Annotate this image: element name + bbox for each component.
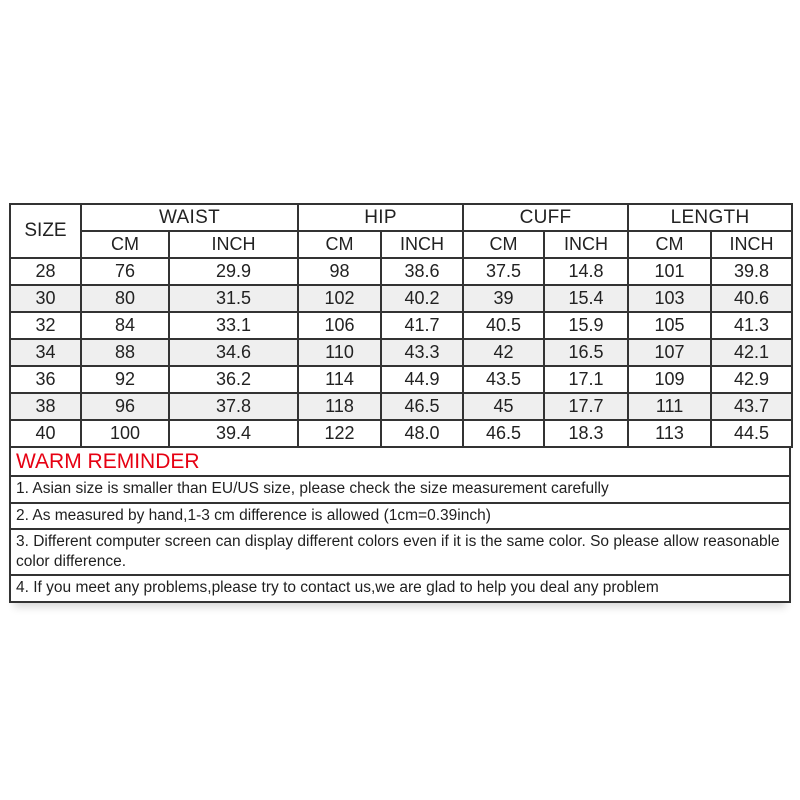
table-cell: 44.5 bbox=[711, 420, 792, 447]
table-cell: 38.6 bbox=[381, 258, 463, 285]
table-cell: 98 bbox=[298, 258, 381, 285]
size-cell: 40 bbox=[10, 420, 81, 447]
table-cell: 122 bbox=[298, 420, 381, 447]
table-cell: 40.5 bbox=[463, 312, 544, 339]
table-cell: 109 bbox=[628, 366, 711, 393]
table-cell: 88 bbox=[81, 339, 169, 366]
unit-header-waist-inch: INCH bbox=[169, 231, 298, 258]
table-cell: 39 bbox=[463, 285, 544, 312]
table-cell: 45 bbox=[463, 393, 544, 420]
unit-header-waist-cm: CM bbox=[81, 231, 169, 258]
column-group-cuff: CUFF bbox=[463, 204, 628, 231]
table-cell: 31.5 bbox=[169, 285, 298, 312]
table-cell: 42 bbox=[463, 339, 544, 366]
table-row bbox=[10, 285, 792, 312]
table-cell: 100 bbox=[81, 420, 169, 447]
table-row bbox=[10, 393, 792, 420]
table-cell: 102 bbox=[298, 285, 381, 312]
table-cell: 43.7 bbox=[711, 393, 792, 420]
table-cell: 39.8 bbox=[711, 258, 792, 285]
table-cell: 43.3 bbox=[381, 339, 463, 366]
size-cell: 38 bbox=[10, 393, 81, 420]
table-row bbox=[10, 339, 792, 366]
table-cell: 101 bbox=[628, 258, 711, 285]
reminder-note-1: 1. Asian size is smaller than EU/US size, please check the size measurement carefully bbox=[9, 475, 791, 504]
table-cell: 42.9 bbox=[711, 366, 792, 393]
table-cell: 33.1 bbox=[169, 312, 298, 339]
table-cell: 14.8 bbox=[544, 258, 628, 285]
unit-header-length-cm: CM bbox=[628, 231, 711, 258]
table-cell: 103 bbox=[628, 285, 711, 312]
unit-header-cuff-inch: INCH bbox=[544, 231, 628, 258]
table-cell: 96 bbox=[81, 393, 169, 420]
size-chart-body bbox=[10, 258, 792, 447]
table-cell: 41.3 bbox=[711, 312, 792, 339]
table-cell: 80 bbox=[81, 285, 169, 312]
table-row bbox=[10, 420, 792, 447]
table-cell: 43.5 bbox=[463, 366, 544, 393]
table-cell: 46.5 bbox=[381, 393, 463, 420]
table-row bbox=[10, 312, 792, 339]
table-cell: 29.9 bbox=[169, 258, 298, 285]
table-row bbox=[10, 258, 792, 285]
table-cell: 15.9 bbox=[544, 312, 628, 339]
unit-header-hip-inch: INCH bbox=[381, 231, 463, 258]
warm-reminder-title: WARM REMINDER bbox=[9, 446, 791, 477]
size-chart-panel bbox=[9, 203, 791, 603]
table-cell: 42.1 bbox=[711, 339, 792, 366]
table-cell: 110 bbox=[298, 339, 381, 366]
table-cell: 36.2 bbox=[169, 366, 298, 393]
reminder-note-2: 2. As measured by hand,1-3 cm difference is allowed (1cm=0.39inch) bbox=[9, 502, 791, 531]
column-group-length: LENGTH bbox=[628, 204, 792, 231]
unit-header-row bbox=[10, 231, 792, 258]
table-cell: 37.8 bbox=[169, 393, 298, 420]
table-cell: 39.4 bbox=[169, 420, 298, 447]
table-cell: 105 bbox=[628, 312, 711, 339]
group-header-row bbox=[10, 204, 792, 231]
table-cell: 37.5 bbox=[463, 258, 544, 285]
size-cell: 32 bbox=[10, 312, 81, 339]
table-cell: 76 bbox=[81, 258, 169, 285]
table-cell: 17.1 bbox=[544, 366, 628, 393]
size-cell: 28 bbox=[10, 258, 81, 285]
table-cell: 106 bbox=[298, 312, 381, 339]
table-cell: 118 bbox=[298, 393, 381, 420]
table-cell: 114 bbox=[298, 366, 381, 393]
table-cell: 18.3 bbox=[544, 420, 628, 447]
size-cell: 34 bbox=[10, 339, 81, 366]
table-cell: 41.7 bbox=[381, 312, 463, 339]
column-group-waist: WAIST bbox=[81, 204, 298, 231]
table-cell: 34.6 bbox=[169, 339, 298, 366]
table-cell: 113 bbox=[628, 420, 711, 447]
unit-header-hip-cm: CM bbox=[298, 231, 381, 258]
table-cell: 15.4 bbox=[544, 285, 628, 312]
unit-header-cuff-cm: CM bbox=[463, 231, 544, 258]
table-cell: 16.5 bbox=[544, 339, 628, 366]
column-group-hip: HIP bbox=[298, 204, 463, 231]
table-cell: 44.9 bbox=[381, 366, 463, 393]
table-cell: 107 bbox=[628, 339, 711, 366]
column-header-size: SIZE bbox=[10, 204, 81, 258]
size-chart-table bbox=[9, 203, 793, 448]
reminder-note-3: 3. Different computer screen can display different colors even if it is the same color. So please allow reasonable color difference. bbox=[9, 528, 791, 576]
table-cell: 40.6 bbox=[711, 285, 792, 312]
reminder-note-4: 4. If you meet any problems,please try to contact us,we are glad to help you deal any problem bbox=[9, 574, 791, 603]
table-cell: 46.5 bbox=[463, 420, 544, 447]
size-cell: 36 bbox=[10, 366, 81, 393]
table-cell: 48.0 bbox=[381, 420, 463, 447]
table-cell: 40.2 bbox=[381, 285, 463, 312]
table-cell: 17.7 bbox=[544, 393, 628, 420]
size-cell: 30 bbox=[10, 285, 81, 312]
table-cell: 111 bbox=[628, 393, 711, 420]
table-cell: 92 bbox=[81, 366, 169, 393]
table-row bbox=[10, 366, 792, 393]
table-cell: 84 bbox=[81, 312, 169, 339]
unit-header-length-inch: INCH bbox=[711, 231, 792, 258]
